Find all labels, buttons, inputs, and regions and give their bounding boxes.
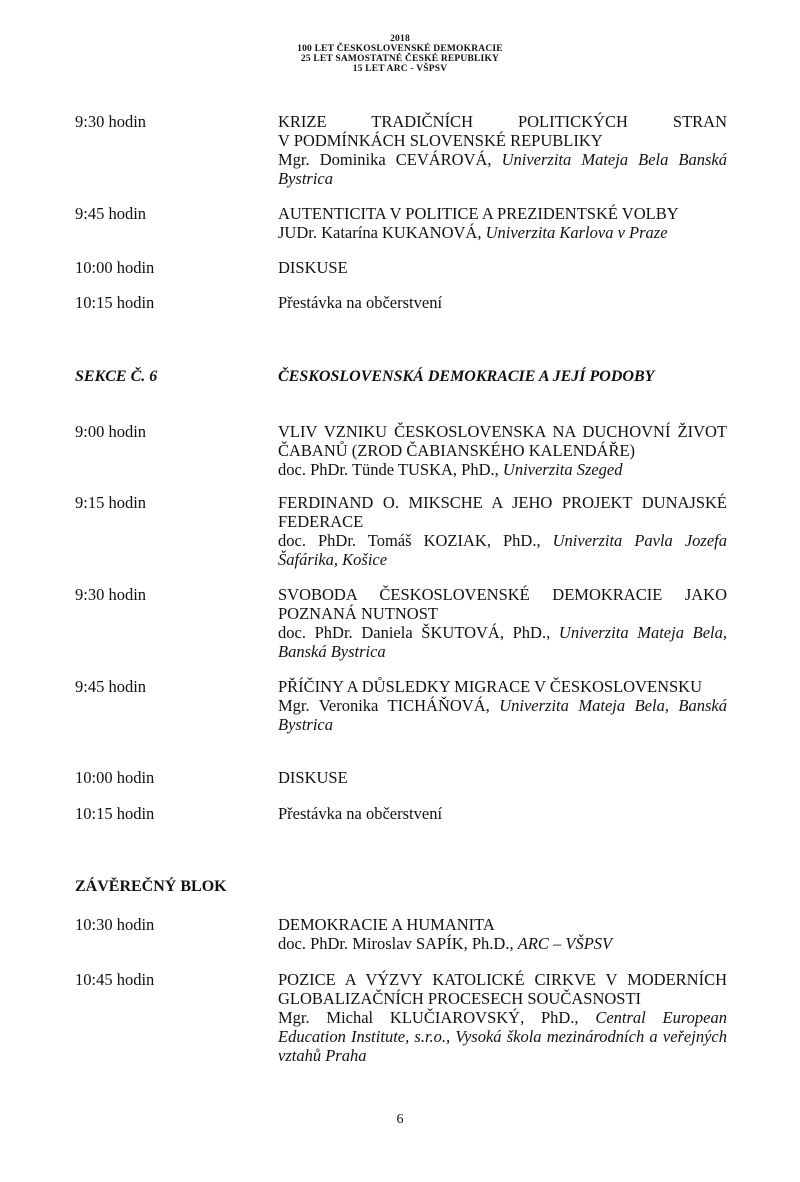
item-time: 9:15 hodin bbox=[75, 493, 147, 512]
item-author: doc. PhDr. Miroslav SAPÍK, Ph.D., bbox=[278, 934, 514, 953]
item-title: PŘÍČINY A DŮSLEDKY MIGRACE V ČESKOSLOVENSKU bbox=[278, 677, 703, 696]
item-author-line bbox=[278, 1008, 727, 1065]
item-title: FERDINAND O. MIKSCHE A JEHO PROJEKT DUNAJSKÉ bbox=[278, 493, 727, 512]
section-label: SEKCE Č. 6 bbox=[75, 368, 158, 385]
header-line-3: 25 LET SAMOSTATNÉ ČESKÉ REPUBLIKY bbox=[300, 54, 500, 64]
item-content bbox=[278, 422, 727, 479]
item-title: SVOBODA ČESKOSLOVENSKÉ DEMOKRACIE JAKO bbox=[278, 585, 727, 604]
item-time: 9:30 hodin bbox=[75, 585, 147, 604]
item-time: 9:30 hodin bbox=[75, 112, 147, 131]
item-content bbox=[278, 493, 727, 569]
item-content bbox=[278, 915, 727, 953]
item-affiliation: Univerzita Szeged bbox=[502, 460, 623, 479]
item-affiliation: ARC – VŠPSV bbox=[517, 934, 613, 953]
item-content bbox=[278, 112, 727, 188]
item-time: 10:30 hodin bbox=[75, 915, 155, 934]
item-author-line bbox=[278, 223, 727, 242]
page-header bbox=[0, 34, 800, 74]
block-title: ZÁVĚREČNÝ BLOK bbox=[75, 878, 227, 895]
item-content bbox=[278, 585, 727, 661]
item-content bbox=[278, 970, 727, 1065]
item-title: DEMOKRACIE A HUMANITA bbox=[278, 915, 495, 934]
item-affiliation: Univerzita Karlova v Praze bbox=[485, 223, 668, 242]
item-time: 10:45 hodin bbox=[75, 970, 155, 989]
item-affiliation: Univerzita Mateja Bela, Banská Bystrica bbox=[278, 696, 727, 734]
item-author-line bbox=[278, 934, 727, 953]
item-text: Přestávka na občerstvení bbox=[278, 293, 443, 312]
item-author: doc. PhDr. Tomáš KOZIAK, PhD., bbox=[278, 531, 541, 550]
header-line-2: 100 LET ČESKOSLOVENSKÉ DEMOKRACIE bbox=[297, 44, 503, 54]
item-author: doc. PhDr. Daniela ŠKUTOVÁ, PhD., bbox=[278, 623, 551, 642]
item-time: 10:15 hodin bbox=[75, 804, 155, 823]
item-affiliation: Univerzita Pavla Jozefa Šafárika, Košice bbox=[278, 531, 728, 569]
item-title: FEDERACE bbox=[278, 512, 364, 531]
header-year: 2018 bbox=[390, 34, 410, 44]
item-title: POZICE A VÝZVY KATOLICKÉ CIRKVE V MODERNÍCH bbox=[278, 970, 727, 989]
item-author-line bbox=[278, 696, 727, 734]
item-text: Přestávka na občerstvení bbox=[278, 804, 443, 823]
item-title: VLIV VZNIKU ČESKOSLOVENSKA NA DUCHOVNÍ ŽIVOT bbox=[278, 422, 727, 441]
header-line-4: 15 LET ARC - VŠPSV bbox=[352, 64, 448, 74]
item-title: V PODMÍNKÁCH SLOVENSKÉ REPUBLIKY bbox=[278, 131, 603, 150]
page-number: 6 bbox=[396, 1112, 404, 1127]
item-title: GLOBALIZAČNÍCH PROCESECH SOUČASNOSTI bbox=[278, 989, 642, 1008]
item-author-line bbox=[278, 531, 727, 569]
item-content bbox=[278, 204, 727, 242]
item-author: Mgr. Veronika TICHÁŇOVÁ, bbox=[278, 696, 490, 715]
item-text: DISKUSE bbox=[278, 768, 348, 787]
item-author: doc. PhDr. Tünde TUSKA, PhD., bbox=[278, 460, 499, 479]
item-author-line bbox=[278, 150, 727, 188]
item-time: 10:00 hodin bbox=[75, 768, 155, 787]
item-title: AUTENTICITA V POLITICE A PREZIDENTSKÉ VOLBY bbox=[278, 204, 679, 223]
item-title: POZNANÁ NUTNOST bbox=[278, 604, 438, 623]
item-author-line bbox=[278, 623, 727, 661]
item-time: 9:45 hodin bbox=[75, 204, 147, 223]
item-content bbox=[278, 677, 727, 734]
item-text: DISKUSE bbox=[278, 258, 348, 277]
item-affiliation: Univerzita Mateja Bela, Banská Bystrica bbox=[278, 623, 727, 661]
item-author: JUDr. Katarína KUKANOVÁ, bbox=[278, 223, 482, 242]
item-affiliation: Central European Education Institute, s.r.o., Vysoká škola mezinárodních a veřejných vztahů Praha bbox=[278, 1008, 727, 1065]
item-time: 9:00 hodin bbox=[75, 422, 147, 441]
item-title: ČABANŮ (ZROD ČABIANSKÉHO KALENDÁŘE) bbox=[278, 441, 636, 460]
section-title: ČESKOSLOVENSKÁ DEMOKRACIE A JEJÍ PODOBY bbox=[278, 368, 655, 385]
item-time: 9:45 hodin bbox=[75, 677, 147, 696]
item-author: Mgr. Dominika CEVÁROVÁ, bbox=[278, 150, 492, 169]
item-time: 10:15 hodin bbox=[75, 293, 155, 312]
item-affiliation: Univerzita Mateja Bela Banská Bystrica bbox=[278, 150, 727, 188]
item-time: 10:00 hodin bbox=[75, 258, 155, 277]
item-author: Mgr. Michal KLUČIAROVSKÝ, PhD., bbox=[278, 1008, 579, 1027]
item-author-line bbox=[278, 460, 727, 479]
item-title: KRIZE TRADIČNÍCH POLITICKÝCH STRAN bbox=[278, 112, 727, 131]
